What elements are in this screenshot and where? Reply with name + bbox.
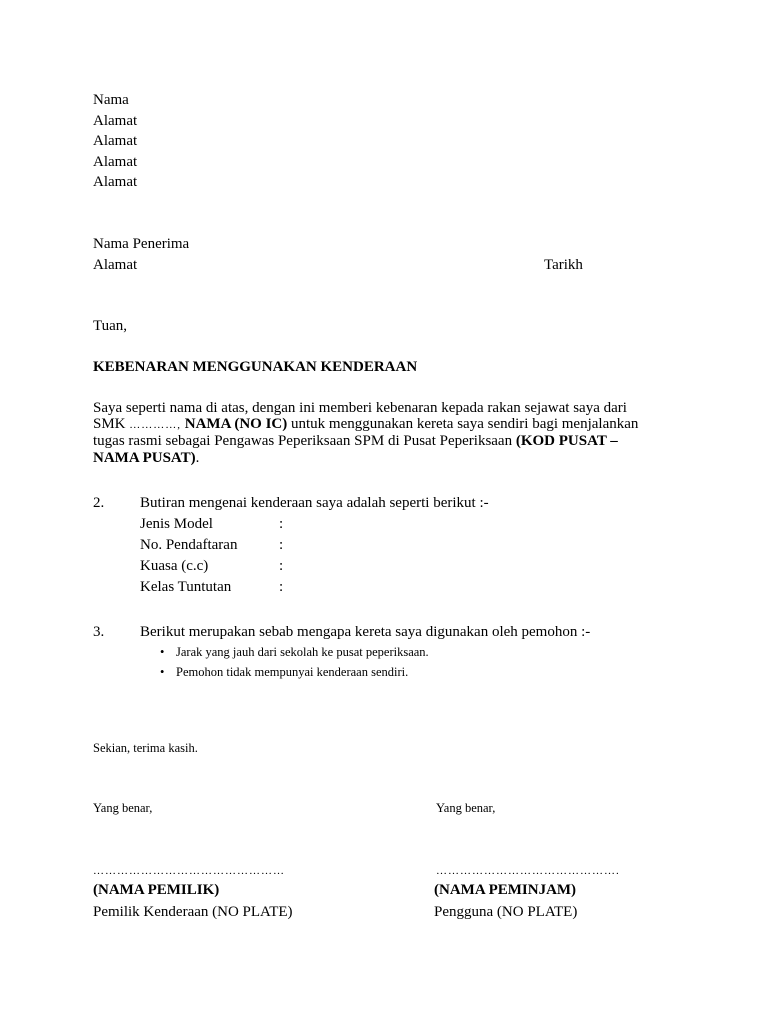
- bullet-icon: •: [160, 645, 165, 659]
- borrower-name-placeholder: (NAMA PEMINJAM): [434, 882, 577, 898]
- section-3-intro: Berikut merupakan sebab mengapa kereta saya digunakan oleh pemohon :-: [140, 624, 591, 640]
- recipient-address: Alamat: [93, 257, 138, 273]
- bullet-icon: •: [160, 665, 165, 679]
- smk-label: SMK: [93, 416, 126, 432]
- section-2-number: 2.: [93, 495, 105, 511]
- reason-item: Jarak yang jauh dari sekolah ke pusat peperiksaan.: [176, 645, 429, 659]
- body-line: [93, 432, 618, 450]
- borrower-role: Pengguna (NO PLATE): [434, 904, 578, 920]
- section-2-intro: Butiran mengenai kenderaan saya adalah seperti berikut :-: [140, 495, 489, 511]
- vehicle-field-separator: :: [279, 558, 284, 574]
- sender-address-line: Alamat: [93, 174, 138, 190]
- date-label: Tarikh: [544, 257, 583, 273]
- body-line: [93, 449, 199, 467]
- owner-role: Pemilik Kenderaan (NO PLATE): [93, 904, 293, 920]
- closing-text: Sekian, terima kasih.: [93, 741, 198, 755]
- left-signature-line: …………………………………………: [93, 865, 285, 877]
- section-3-number: 3.: [93, 624, 105, 640]
- sender-name: Nama: [93, 92, 129, 108]
- nama-pusat-placeholder: NAMA PUSAT): [93, 450, 196, 466]
- right-signature-line: ……………………………………….: [436, 865, 620, 877]
- vehicle-field-label: No. Pendaftaran: [140, 537, 238, 553]
- vehicle-field-separator: :: [279, 537, 284, 553]
- vehicle-field-separator: :: [279, 579, 284, 595]
- smk-dots: …………,: [129, 419, 182, 431]
- body-text: tugas rasmi sebagai Pengawas Peperiksaan SPM di Pusat Peperiksaan: [93, 433, 513, 449]
- vehicle-field-label: Kelas Tuntutan: [140, 579, 232, 595]
- subject-heading: KEBENARAN MENGGUNAKAN KENDERAAN: [93, 359, 418, 375]
- body-line: Saya seperti nama di atas, dengan ini memberi kebenaran kepada rakan sejawat saya dari: [93, 400, 627, 416]
- reason-item: Pemohon tidak mempunyai kenderaan sendiri.: [176, 665, 409, 679]
- body-period: .: [195, 450, 200, 466]
- owner-name-placeholder: (NAMA PEMILIK): [93, 882, 220, 898]
- left-signature-greeting: Yang benar,: [93, 801, 153, 815]
- right-signature-greeting: Yang benar,: [436, 801, 496, 815]
- kod-pusat-placeholder: (KOD PUSAT –: [515, 433, 618, 449]
- name-ic-placeholder: NAMA (NO IC): [184, 416, 288, 432]
- recipient-name: Nama Penerima: [93, 236, 190, 252]
- vehicle-field-label: Kuasa (c.c): [140, 558, 209, 574]
- vehicle-field-separator: :: [279, 516, 284, 532]
- salutation: Tuan,: [93, 318, 128, 334]
- sender-address-line: Alamat: [93, 133, 138, 149]
- sender-address-line: Alamat: [93, 154, 138, 170]
- vehicle-field-label: Jenis Model: [140, 516, 213, 532]
- body-text: untuk menggunakan kereta saya sendiri bagi menjalankan: [291, 416, 639, 432]
- sender-address-line: Alamat: [93, 113, 138, 129]
